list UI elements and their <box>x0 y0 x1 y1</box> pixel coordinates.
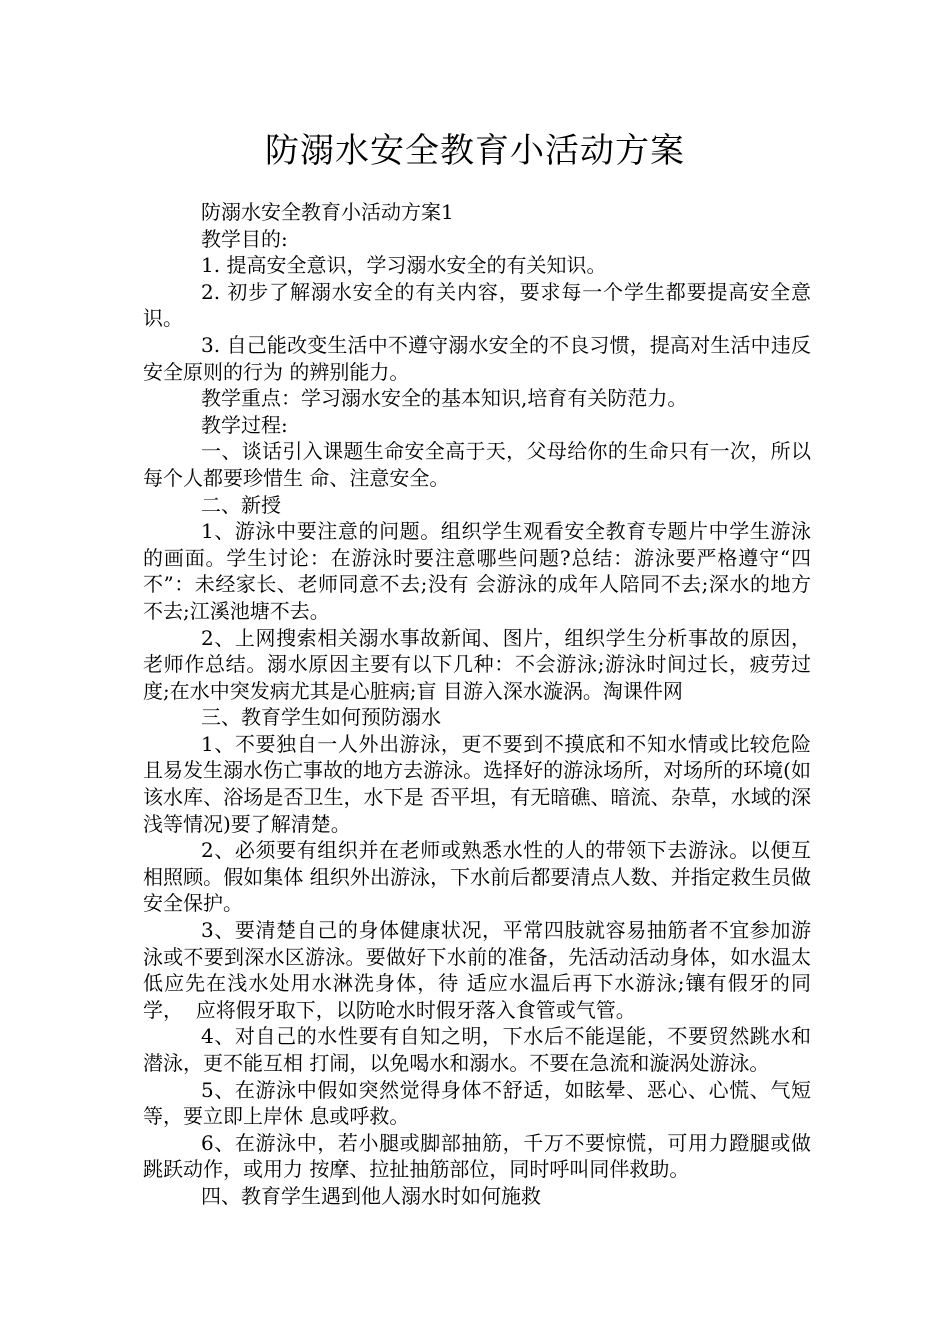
document-title: 防溺水安全教育小活动方案 <box>265 131 685 171</box>
paragraph-section-3-item-6: 6、在游泳中，若小腿或脚部抽筋，千万不要惊慌，可用力蹬腿或做跳跃动作，或用力 按摩、拉扯抽筋部位，同时呼叫同伴救助。 <box>143 1130 811 1182</box>
paragraph-section-3-item-3: 3、要清楚自己的身体健康状况，平常四肢就容易抽筋者不宜参加游泳或不要到深水区游泳。要做好下水前的准备，先活动活动身体，如水温太低应先在浅水处用水淋洗身体，待 适应水温后再下水游泳;镶有假牙的同学， 应将假牙取下，以防呛水时假牙落入食管或气管。 <box>143 918 811 1022</box>
paragraph-teaching-goals: 教学目的: <box>201 226 288 251</box>
paragraph-heading-plan-1: 防溺水安全教育小活动方案1 <box>201 200 454 224</box>
paragraph-section-3-item-1: 1、不要独自一人外出游泳，更不要到不摸底和不知水情或比较危险且易发生溺水伤亡事故的地方去游泳。选择好的游泳场所，对场所的环境(如该水库、浴场是否卫生，水下是 否平坦，有无暗礁、暗流、杂草，水域的深浅等情况)要了解清楚。 <box>143 731 811 836</box>
paragraph-section-2-item-2: 2、上网搜索相关溺水事故新闻、图片，组织学生分析事故的原因，老师作总结。溺水原因主要有以下几种：不会游泳;游泳时间过长，疲劳过度;在水中突发病尤其是心脏病;盲 目游入深水漩涡。淘课件网 <box>143 625 811 703</box>
paragraph-section-2-item-1: 1、游泳中要注意的问题。组织学生观看安全教育专题片中学生游泳的画面。学生讨论：在游泳时要注意哪些问题?总结：游泳要严格遵守“四不”：未经家长、老师同意不去;没有 会游泳的成年人陪同不去;深水的地方不去;江溪池塘不去。 <box>143 519 811 623</box>
paragraph-section-2-heading: 二、新授 <box>201 492 281 517</box>
paragraph-section-3-item-4: 4、对自己的水性要有自知之明，下水后不能逞能，不要贸然跳水和潜泳，更不能互相 打闹，以免喝水和溺水。不要在急流和漩涡处游泳。 <box>143 1024 811 1075</box>
paragraph-goal-1: 1. 提高安全意识，学习溺水安全的有关知识。 <box>201 253 607 278</box>
paragraph-goal-2: 2. 初步了解溺水安全的有关内容，要求每一个学生都要提高安全意识。 <box>143 279 811 331</box>
paragraph-section-3-heading: 三、教育学生如何预防溺水 <box>201 705 441 730</box>
paragraph-teaching-process: 教学过程: <box>201 412 288 437</box>
paragraph-section-3-item-2: 2、必须要有组织并在老师或熟悉水性的人的带领下去游泳。以便互相照顾。假如集体 组织外出游泳，下水前后都要清点人数、并指定救生员做安全保护。 <box>143 838 811 916</box>
paragraph-goal-3: 3. 自己能改变生活中不遵守溺水安全的不良习惯，提高对生活中违反安全原则的行为 的辨别能力。 <box>143 332 811 384</box>
paragraph-section-1: 一、谈话引入课题生命安全高于天，父母给你的生命只有一次，所以每个人都要珍惜生 命、注意安全。 <box>143 439 811 490</box>
paragraph-section-4-heading: 四、教育学生遇到他人溺水时如何施救 <box>201 1183 541 1208</box>
paragraph-teaching-focus: 教学重点：学习溺水安全的基本知识,培育有关防范力。 <box>201 386 688 411</box>
document-body <box>143 199 811 1210</box>
paragraph-section-3-item-5: 5、在游泳中假如突然觉得身体不舒适，如眩晕、恶心、心慌、气短等，要立即上岸休 息或呼救。 <box>143 1077 811 1129</box>
